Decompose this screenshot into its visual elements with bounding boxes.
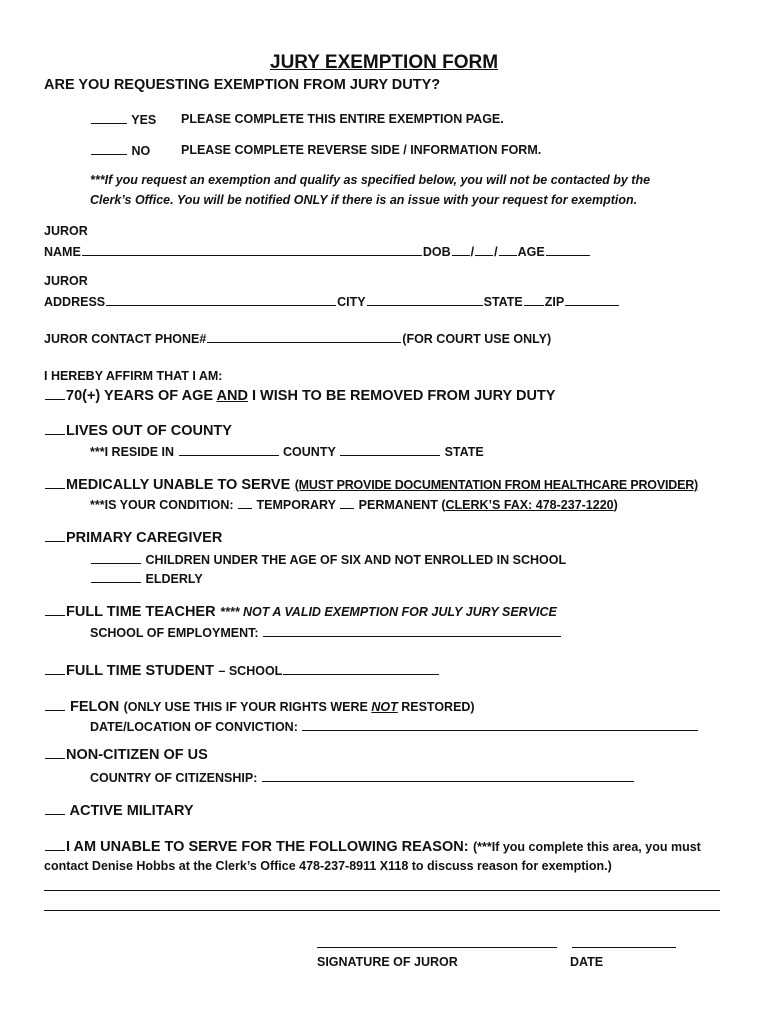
- age-exemption-text: 70(+) YEARS OF AGE: [66, 388, 217, 404]
- address-label: ADDRESS: [44, 295, 106, 309]
- condition-label: ***IS YOUR CONDITION:: [90, 498, 234, 512]
- citizen-exemption[interactable]: [44, 747, 208, 763]
- military-exemption[interactable]: [44, 803, 194, 819]
- clerk-fax: CLERK’S FAX: 478-237-1220: [445, 498, 614, 512]
- name-field[interactable]: [82, 244, 422, 256]
- student-exemption-blank[interactable]: [45, 663, 65, 675]
- felon-note: (ONLY USE THIS IF YOUR RIGHTS WERE: [123, 700, 372, 714]
- school-employment-label: SCHOOL OF EMPLOYMENT:: [90, 626, 259, 640]
- dob-month-field[interactable]: [452, 244, 470, 256]
- age-label: AGE: [517, 245, 545, 259]
- dob-year-field[interactable]: [499, 244, 517, 256]
- elderly-blank[interactable]: [91, 571, 141, 583]
- phone-field[interactable]: [207, 331, 401, 343]
- caregiver-exemption[interactable]: [44, 530, 222, 546]
- school-employment-row: [90, 625, 562, 640]
- no-option[interactable]: [90, 143, 150, 158]
- medical-doc-note: (MUST PROVIDE DOCUMENTATION FROM HEALTHCARE PROVIDER): [294, 478, 698, 492]
- felon-exemption[interactable]: [44, 698, 475, 716]
- elderly-row: [90, 571, 203, 586]
- citizenship-label: COUNTRY OF CITIZENSHIP:: [90, 771, 258, 785]
- reason-line-1[interactable]: [44, 890, 720, 891]
- notice-line-2: Clerk’s Office. You will be notified ONLY if there is an issue with your request for exemption.: [90, 193, 638, 207]
- state-word: STATE: [444, 445, 484, 459]
- student-school-field[interactable]: [283, 663, 439, 675]
- exemption-question: ARE YOU REQUESTING EXEMPTION FROM JURY DUTY?: [44, 77, 441, 93]
- conviction-row: [90, 719, 699, 734]
- reside-state-field[interactable]: [340, 444, 440, 456]
- reason-note-1: (***If you complete this area, you must: [472, 840, 701, 854]
- reside-county-field[interactable]: [179, 444, 279, 456]
- teacher-label: FULL TIME TEACHER: [66, 604, 216, 620]
- yes-label: YES: [131, 113, 157, 127]
- dob-label: DOB: [422, 245, 451, 259]
- citizenship-row: [90, 770, 635, 785]
- military-exemption-blank[interactable]: [45, 803, 65, 815]
- caregiver-label: PRIMARY CAREGIVER: [66, 530, 223, 546]
- notice-line-1: ***If you request an exemption and qualify as specified below, you will not be contacted by the: [90, 173, 651, 187]
- student-exemption[interactable]: [44, 662, 440, 680]
- reside-label: ***I RESIDE IN: [90, 445, 175, 459]
- felon-label: FELON: [70, 699, 120, 715]
- county-detail: [90, 444, 484, 459]
- court-use-label: (FOR COURT USE ONLY): [402, 332, 552, 346]
- county-exemption[interactable]: [44, 423, 232, 439]
- age-exemption-and: AND: [216, 388, 248, 404]
- temporary-label: TEMPORARY: [256, 498, 336, 512]
- reason-line-2[interactable]: [44, 910, 720, 911]
- phone-row: [44, 331, 551, 346]
- city-field[interactable]: [367, 294, 483, 306]
- teacher-exemption[interactable]: [44, 603, 557, 621]
- citizen-exemption-blank[interactable]: [45, 747, 65, 759]
- conviction-label: DATE/LOCATION OF CONVICTION:: [90, 720, 298, 734]
- county-exemption-label: LIVES OUT OF COUNTY: [66, 423, 232, 439]
- no-label: NO: [131, 144, 151, 158]
- name-row: NAME DOB / / AGE: [44, 244, 591, 259]
- medical-exemption-blank[interactable]: [45, 477, 65, 489]
- no-instruction: PLEASE COMPLETE REVERSE SIDE / INFORMATION FORM.: [181, 143, 542, 157]
- signature-line[interactable]: [317, 947, 557, 948]
- yes-blank[interactable]: [91, 112, 127, 124]
- zip-field[interactable]: [565, 294, 619, 306]
- temporary-blank[interactable]: [238, 497, 252, 509]
- age-exemption-blank[interactable]: [45, 388, 65, 400]
- juror-label-2: JUROR: [44, 274, 88, 288]
- military-label: ACTIVE MILITARY: [69, 803, 194, 819]
- dob-day-field[interactable]: [475, 244, 493, 256]
- children-label: CHILDREN UNDER THE AGE OF SIX AND NOT ENROLLED IN SCHOOL: [145, 553, 567, 567]
- reason-exemption-blank[interactable]: [45, 839, 65, 851]
- citizen-label: NON-CITIZEN OF US: [66, 747, 208, 763]
- citizenship-field[interactable]: [262, 770, 634, 782]
- reason-label: I AM UNABLE TO SERVE FOR THE FOLLOWING REASON:: [66, 839, 469, 855]
- children-row: [90, 552, 566, 567]
- reason-exemption[interactable]: [44, 838, 701, 856]
- condition-row: ***IS YOUR CONDITION: TEMPORARY PERMANENT (CLERK’S FAX: 478-237-1220): [90, 498, 618, 512]
- juror-label: JUROR: [44, 224, 88, 238]
- felon-exemption-blank[interactable]: [45, 699, 65, 711]
- school-employment-field[interactable]: [263, 625, 561, 637]
- affirm-label: I HEREBY AFFIRM THAT I AM:: [44, 369, 223, 383]
- age-exemption[interactable]: [44, 388, 555, 404]
- teacher-exemption-blank[interactable]: [45, 604, 65, 616]
- conviction-field[interactable]: [302, 719, 698, 731]
- student-label: FULL TIME STUDENT: [66, 663, 214, 679]
- city-label: CITY: [337, 295, 366, 309]
- caregiver-exemption-blank[interactable]: [45, 530, 65, 542]
- state-field[interactable]: [524, 294, 544, 306]
- elderly-label: ELDERLY: [145, 572, 203, 586]
- date-line[interactable]: [572, 947, 676, 948]
- reason-note-2: contact Denise Hobbs at the Clerk’s Office 478-237-8911 X118 to discuss reason for exemption.): [44, 859, 612, 873]
- children-blank[interactable]: [91, 552, 141, 564]
- address-row: [44, 294, 620, 309]
- county-exemption-blank[interactable]: [45, 423, 65, 435]
- signature-label: SIGNATURE OF JUROR: [317, 955, 458, 969]
- age-field[interactable]: [546, 244, 590, 256]
- age-exemption-text-2: I WISH TO BE REMOVED FROM JURY DUTY: [247, 388, 556, 404]
- no-blank[interactable]: [91, 143, 127, 155]
- state-label: STATE: [483, 295, 523, 309]
- county-label: COUNTY: [283, 445, 336, 459]
- permanent-label: PERMANENT: [358, 498, 438, 512]
- yes-instruction: PLEASE COMPLETE THIS ENTIRE EXEMPTION PAGE.: [181, 112, 504, 126]
- address-field[interactable]: [106, 294, 336, 306]
- felon-note-2: RESTORED): [397, 700, 475, 714]
- felon-not: NOT: [371, 700, 398, 714]
- yes-option[interactable]: [90, 112, 156, 127]
- medical-exemption-label: MEDICALLY UNABLE TO SERVE: [66, 477, 291, 493]
- date-label: DATE: [570, 955, 604, 969]
- permanent-blank[interactable]: [340, 497, 354, 509]
- name-label: NAME: [44, 245, 81, 259]
- zip-label: ZIP: [544, 295, 565, 309]
- medical-exemption[interactable]: [44, 476, 698, 494]
- page-title: JURY EXEMPTION FORM: [270, 52, 499, 73]
- teacher-note: **** NOT A VALID EXEMPTION FOR JULY JURY SERVICE: [220, 605, 557, 619]
- student-school-label: – SCHOOL: [218, 664, 283, 678]
- phone-label: JUROR CONTACT PHONE#: [44, 332, 207, 346]
